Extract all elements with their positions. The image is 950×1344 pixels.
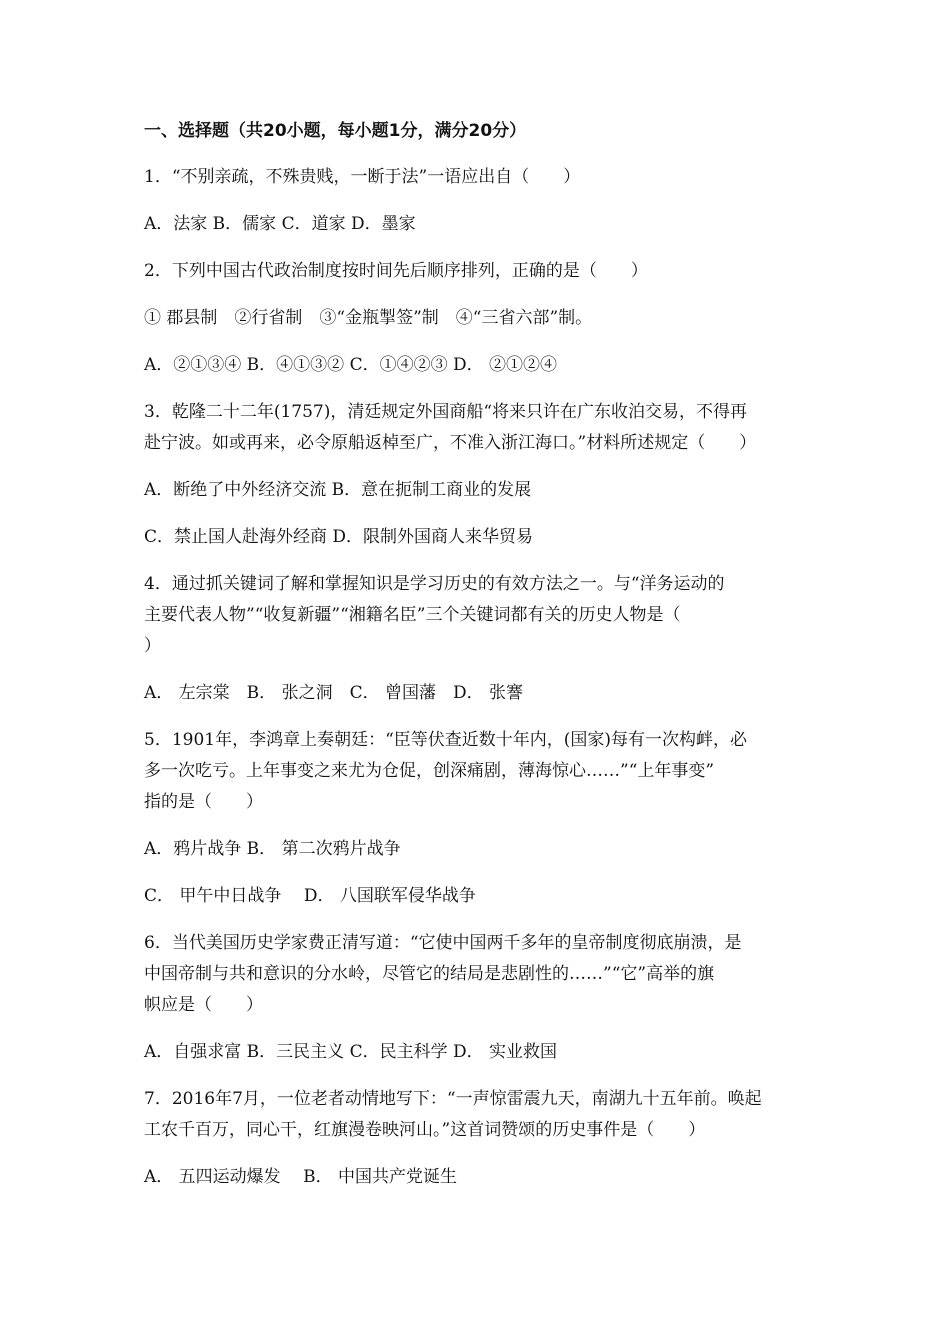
question-stem: 赴宁波。如或再来，必令原船返棹至广，不准入浙江海口。”材料所述规定（ ） bbox=[144, 433, 757, 453]
question-stem: 中国帝制与共和意识的分水岭，尽管它的结局是悲剧性的……”“它”高举的旗 bbox=[144, 964, 715, 984]
question-options: A． 左宗棠 B． 张之洞 C． 曾国藩 D． 张謇 bbox=[144, 683, 524, 703]
question-stem: 6．当代美国历史学家费正清写道：“它使中国两千多年的皇帝制度彻底崩溃，是 bbox=[144, 933, 742, 953]
question-stem: 帜应是（ ） bbox=[144, 995, 263, 1015]
question-6 bbox=[144, 928, 814, 1084]
question-options: A．鸦片战争 B． 第二次鸦片战争 bbox=[144, 839, 401, 859]
question-options: A．自强求富 B．三民主义 C．民主科学 D． 实业救国 bbox=[144, 1042, 558, 1062]
question-options: A． 五四运动爆发 B． 中国共产党诞生 bbox=[144, 1167, 457, 1187]
question-5 bbox=[144, 725, 814, 928]
question-options: C．禁止国人赴海外经商 D．限制外国商人来华贸易 bbox=[144, 527, 534, 547]
question-4 bbox=[144, 569, 814, 725]
question-7 bbox=[144, 1084, 814, 1193]
question-stem: 7．2016年7月，一位老者动情地写下：“一声惊雷震九天，南湖九十五年前。唤起 bbox=[144, 1089, 762, 1109]
question-stem: 主要代表人物”“收复新疆”“湘籍名臣”三个关键词都有关的历史人物是（ bbox=[144, 605, 681, 625]
question-stem: 5．1901年，李鸿章上奏朝廷：“臣等伏查近数十年内，(国家)每有一次构衅，必 bbox=[144, 730, 748, 750]
question-options: C． 甲午中日战争 D． 八国联军侵华战争 bbox=[144, 886, 476, 906]
question-sub-items: ① 郡县制 ②行省制 ③“金瓶掣签”制 ④“三省六部”制。 bbox=[144, 308, 593, 328]
question-stem: 工农千百万，同心干，红旗漫卷映河山。”这首词赞颂的历史事件是（ ） bbox=[144, 1120, 706, 1140]
section-title: 一、选择题（共20小题，每小题1分，满分20分） bbox=[144, 121, 527, 141]
question-options: A．②①③④ B．④①③② C．①④②③ D． ②①②④ bbox=[144, 355, 558, 375]
question-1 bbox=[144, 162, 814, 256]
question-2 bbox=[144, 256, 814, 397]
question-stem: 2．下列中国古代政治制度按时间先后顺序排列，正确的是（ ） bbox=[144, 261, 648, 281]
question-stem: 多一次吃亏。上年事变之来尤为仓促，创深痛剧，薄海惊心……”“上年事变” bbox=[144, 761, 715, 781]
question-options: A．法家 B．儒家 C．道家 D．墨家 bbox=[144, 214, 416, 234]
question-stem: 指的是（ ） bbox=[144, 792, 263, 812]
question-stem: 4．通过抓关键词了解和掌握知识是学习历史的有效方法之一。与“洋务运动的 bbox=[144, 574, 725, 594]
question-options: A．断绝了中外经济交流 B．意在扼制工商业的发展 bbox=[144, 480, 532, 500]
exam-page bbox=[144, 118, 814, 1193]
question-stem: ） bbox=[144, 636, 161, 656]
question-3 bbox=[144, 397, 814, 569]
question-stem: 3．乾隆二十二年(1757)，清廷规定外国商船“将来只许在广东收泊交易，不得再 bbox=[144, 402, 748, 422]
question-stem: 1．“不别亲疏，不殊贵贱，一断于法”一语应出自（ ） bbox=[144, 167, 581, 187]
